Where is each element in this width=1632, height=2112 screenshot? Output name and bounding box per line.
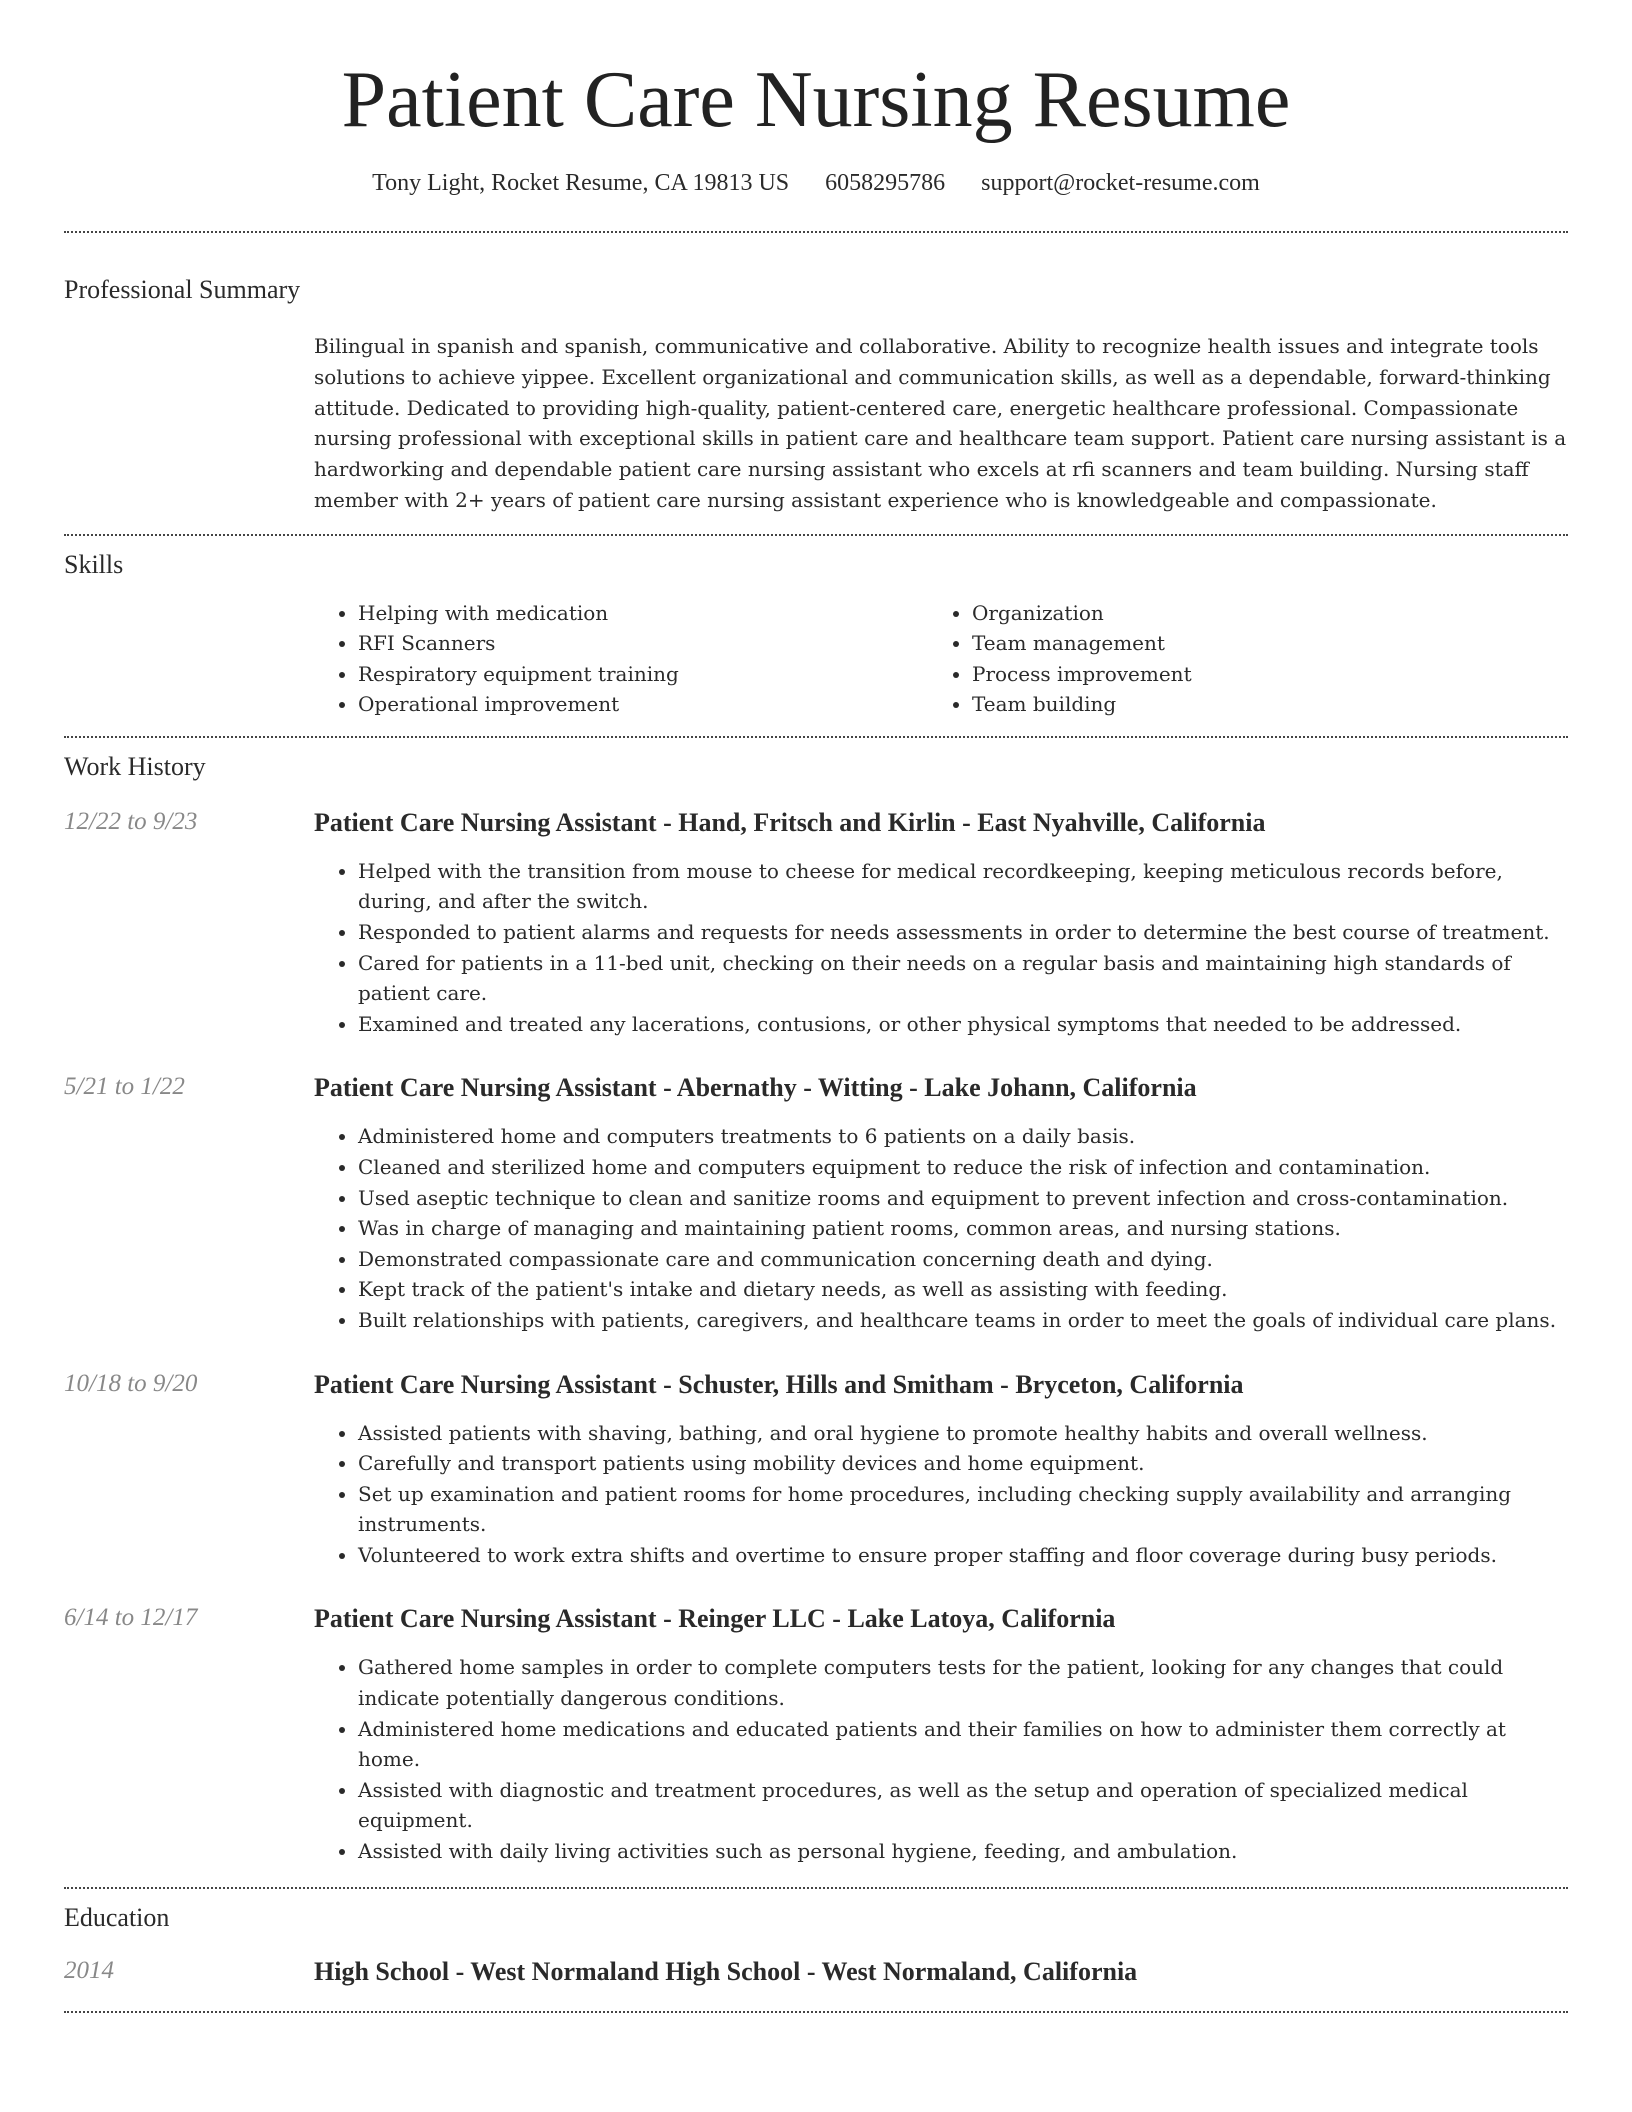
education-title: High School - West Normaland High School - West Normaland, California [314, 1956, 1138, 1986]
divider [64, 2011, 1568, 2013]
job-title: Patient Care Nursing Assistant - Abernathy - Witting - Lake Johann, California [314, 1073, 1197, 1103]
skills-column-right [928, 598, 1472, 720]
summary-section [64, 233, 1568, 516]
job-dates: 5/21 to 1/22 [64, 1073, 185, 1101]
job-bullet: • Assisted patients with shaving, bathing, and oral hygiene to promote healthy habits and overall wellness. [358, 1418, 1568, 1449]
job-entry [64, 1604, 1568, 1866]
skill-item: • Helping with medication [358, 598, 928, 629]
job-bullet: • Assisted with daily living activities such as personal hygiene, feeding, and ambulation. [358, 1836, 1568, 1867]
skill-item: • Process improvement [972, 659, 1472, 690]
job-bullet: • Built relationships with patients, caregivers, and healthcare teams in order to meet the goals of individual care plans. [358, 1305, 1568, 1336]
job-bullet: • Helped with the transition from mouse to cheese for medical recordkeeping, keeping meticulous records before, during, and after the switch. [358, 856, 1568, 917]
job-bullet: • Assisted with diagnostic and treatment procedures, as well as the setup and operation of specialized medical equipment. [358, 1775, 1568, 1836]
education-year: 2014 [64, 1956, 114, 1984]
job-bullet: • Kept track of the patient's intake and dietary needs, as well as assisting with feeding. [358, 1274, 1568, 1305]
skill-item: • Team management [972, 628, 1472, 659]
job-dates: 10/18 to 9/20 [64, 1369, 198, 1397]
job-bullet: • Administered home medications and educated patients and their families on how to administer them correctly at home. [358, 1714, 1568, 1775]
job-bullet: • Cleaned and sterilized home and computers equipment to reduce the risk of infection and contamination. [358, 1152, 1568, 1183]
job-bullet: • Administered home and computers treatments to 6 patients on a daily basis. [358, 1121, 1568, 1152]
contact-phone: 6058295786 [825, 170, 946, 196]
job-bullet: • Gathered home samples in order to complete computers tests for the patient, looking for any changes that could indicate potentially dangerous conditions. [358, 1652, 1568, 1713]
job-bullet: • Volunteered to work extra shifts and overtime to ensure proper staffing and floor coverage during busy periods. [358, 1540, 1568, 1571]
education-entry [64, 1957, 1568, 1987]
job-bullets [314, 1418, 1568, 1571]
job-bullets [314, 856, 1568, 1040]
skill-item: • Respiratory equipment training [358, 659, 928, 690]
job-bullet: • Responded to patient alarms and requests for needs assessments in order to determine the best course of treatment. [358, 917, 1568, 948]
skill-item: • Team building [972, 689, 1472, 720]
skills-column-left [314, 598, 928, 720]
skills-section [64, 536, 1568, 720]
job-bullet: • Examined and treated any lacerations, contusions, or other physical symptoms that needed to be addressed. [358, 1009, 1568, 1040]
job-bullet: • Used aseptic technique to clean and sanitize rooms and equipment to prevent infection and cross-contamination. [358, 1183, 1568, 1214]
job-bullet: • Was in charge of managing and maintaining patient rooms, common areas, and nursing stations. [358, 1213, 1568, 1244]
job-dates: 12/22 to 9/23 [64, 807, 198, 835]
job-title: Patient Care Nursing Assistant - Reinger LLC - Lake Latoya, California [314, 1604, 1116, 1634]
job-bullet: • Cared for patients in a 11-bed unit, checking on their needs on a regular basis and maintaining high standards of patient care. [358, 948, 1568, 1009]
job-entry [64, 1370, 1568, 1571]
education-section [64, 1889, 1568, 1987]
job-entry [64, 808, 1568, 1040]
skills-heading: Skills [64, 549, 124, 579]
job-title: Patient Care Nursing Assistant - Hand, Fritsch and Kirlin - East Nyahville, California [314, 807, 1266, 837]
skill-item: • Organization [972, 598, 1472, 629]
contact-line [64, 170, 1568, 197]
work-history-section [64, 738, 1568, 1867]
job-bullet: • Demonstrated compassionate care and communication concerning death and dying. [358, 1244, 1568, 1275]
job-bullets [314, 1121, 1568, 1335]
contact-address: Tony Light, Rocket Resume, CA 19813 US [372, 170, 790, 196]
job-bullet: • Carefully and transport patients using mobility devices and home equipment. [358, 1448, 1568, 1479]
job-title: Patient Care Nursing Assistant - Schuster, Hills and Smitham - Bryceton, California [314, 1369, 1244, 1399]
skills-list [314, 598, 1568, 720]
work-history-heading: Work History [64, 751, 206, 781]
education-heading: Education [64, 1902, 170, 1932]
skill-item: • Operational improvement [358, 689, 928, 720]
job-bullet: • Set up examination and patient rooms for home procedures, including checking supply availability and arranging instruments. [358, 1479, 1568, 1540]
contact-email: support@rocket-resume.com [981, 170, 1260, 196]
job-bullets [314, 1652, 1568, 1866]
summary-heading: Professional Summary [64, 275, 301, 304]
job-entry [64, 1073, 1568, 1335]
job-dates: 6/14 to 12/17 [64, 1604, 198, 1632]
page-title: Patient Care Nursing Resume [341, 56, 1291, 144]
skill-item: • RFI Scanners [358, 628, 928, 659]
summary-text: Bilingual in spanish and spanish, communicative and collaborative. Ability to recognize health issues and integrate tools solutions to achieve yippee. Excellent organizational and communication skills, as well as a dependable, forward-thinking attitude. Dedicated to providing high-quality, patient-centered care, energetic healthcare professional. Compassionate nursing professional with exceptional skills in patient care and healthcare team support. Patient care nursing assistant is a hardworking and dependable patient care nursing assistant who excels at rfi scanners and team building. Nursing staff member with 2+ years of patient care nursing assistant experience who is knowledgeable and compassionate. [314, 334, 1567, 512]
